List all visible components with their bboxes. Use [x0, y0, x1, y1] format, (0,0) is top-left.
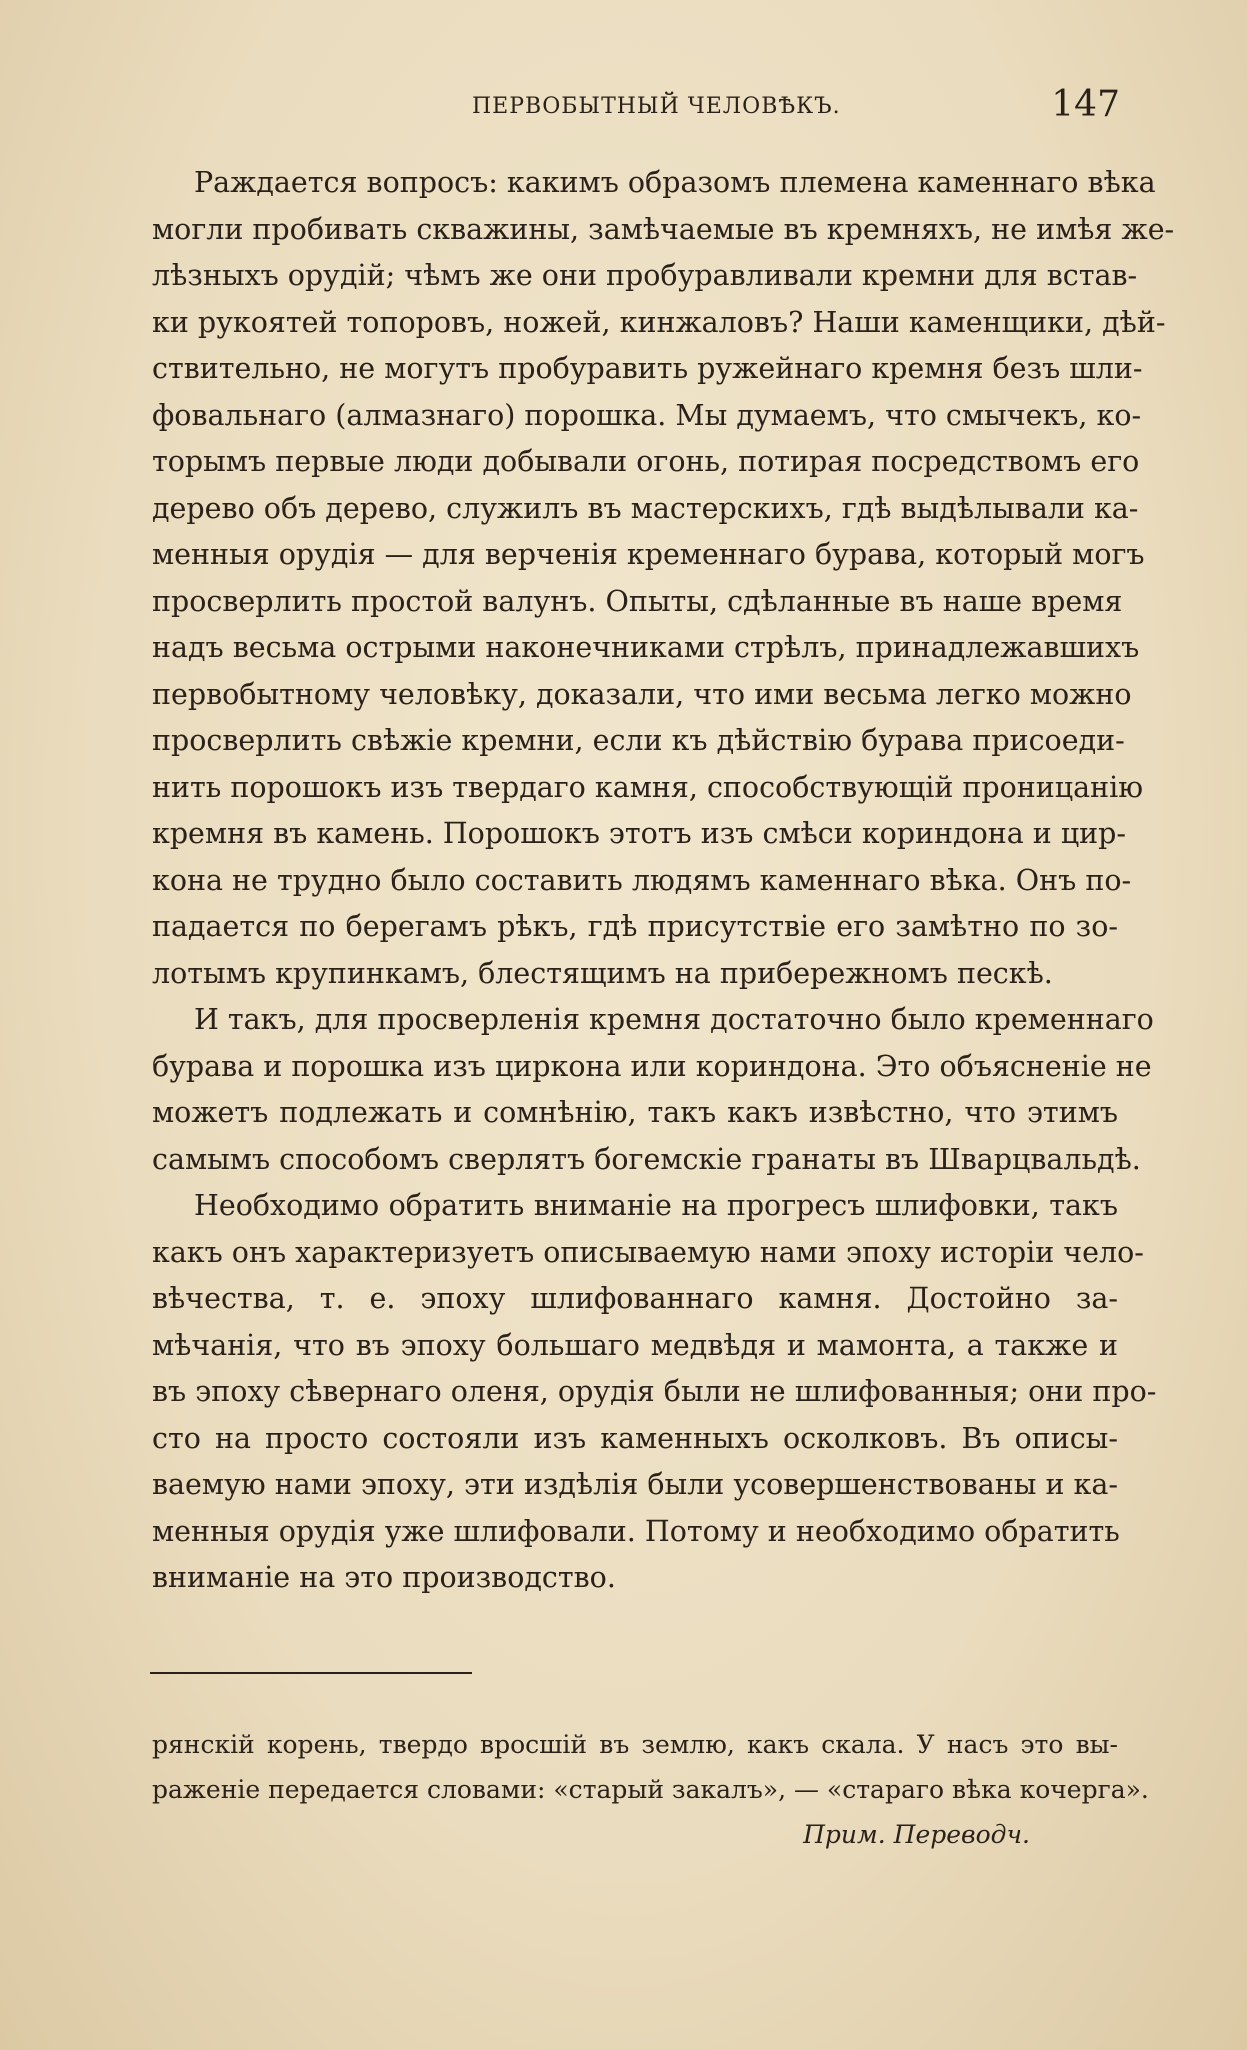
text-line: какъ онъ характеризуетъ описываемую нами эпоху исторіи чело-: [152, 1235, 1144, 1269]
text-line: Необходимо обратить вниманіе на прогресъ шлифовки, такъ: [194, 1189, 1118, 1222]
text-line: вниманіе на это производство.: [152, 1561, 616, 1594]
text-line: менныя орудія уже шлифовали. Потому и необходимо обратить: [152, 1514, 1120, 1548]
footnote-signature: Прим. Переводч.: [803, 1820, 1030, 1849]
footnote-line: раженіе передается словами: «старый закалъ», — «стараго вѣка кочерга».: [152, 1775, 1149, 1804]
text-line: бурава и порошка изъ циркона или кориндона. Это объясненіе не: [152, 1049, 1152, 1083]
text-line: кона не трудно было составить людямъ каменнаго вѣка. Онъ по-: [152, 863, 1132, 897]
text-line: вѣчества, т. е. эпоху шлифованнаго камня. Достойно за-: [152, 1282, 1118, 1315]
text-line: мѣчанія, что въ эпоху большаго медвѣдя и мамонта, а также и: [152, 1328, 1118, 1362]
text-line: нить порошокъ изъ твердаго камня, способствующій проницанію: [152, 770, 1144, 804]
text-line: лотымъ крупинкамъ, блестящимъ на прибережномъ пескѣ.: [152, 956, 1053, 990]
text-line: ваемую нами эпоху, эти издѣлія были усовершенствованы и ка-: [152, 1468, 1118, 1501]
text-line: лѣзныхъ орудій; чѣмъ же они пробуравливали кремни для встав-: [152, 259, 1138, 292]
text-line: надъ весьма острыми наконечниками стрѣлъ, принадлежавшихъ: [152, 631, 1140, 664]
text-line: первобытному человѣку, доказали, что ими весьма легко можно: [152, 677, 1132, 711]
text-line: менныя орудія — для верченія кременнаго бурава, который могъ: [152, 538, 1145, 571]
text-line: ки рукоятей топоровъ, ножей, кинжаловъ? Наши каменщики, дѣй-: [152, 305, 1166, 339]
page-number: 147: [1051, 84, 1120, 125]
footnote-divider: [150, 1672, 472, 1674]
text-line: кремня въ камень. Порошокъ этотъ изъ смѣси кориндона и цир-: [152, 817, 1127, 850]
running-head: ПЕРВОБЫТНЫЙ ЧЕЛОВѢКЪ.: [472, 94, 841, 119]
text-line: торымъ первые люди добывали огонь, потирая посредствомъ его: [152, 445, 1140, 478]
text-line: просверлить свѣжіе кремни, если къ дѣйствію бурава присоеди-: [152, 724, 1125, 757]
text-line: фовальнаго (алмазнаго) порошка. Мы думаемъ, что смычекъ, ко-: [152, 398, 1142, 432]
text-line: просверлить простой валунъ. Опыты, сдѣланные въ наше время: [152, 584, 1123, 618]
text-line: падается по берегамъ рѣкъ, гдѣ присутствіе его замѣтно по зо-: [152, 910, 1118, 943]
footnote-line: рянскій корень, твердо вросшій въ землю, какъ скала. У насъ это вы-: [152, 1730, 1118, 1759]
text-line: И такъ, для просверленія кремня достаточно было кременнаго: [194, 1003, 1154, 1036]
text-line: дерево объ дерево, служилъ въ мастерскихъ, гдѣ выдѣлывали ка-: [152, 491, 1139, 525]
text-line: могли пробивать скважины, замѣчаемые въ кремняхъ, не имѣя же-: [152, 212, 1175, 246]
body-text: [152, 160, 1175, 1602]
text-line: въ эпоху сѣвернаго оленя, орудія были не шлифованныя; они про-: [152, 1375, 1157, 1408]
page-header: [150, 84, 1120, 134]
text-line: ствительно, не могутъ пробуравить ружейнаго кремня безъ шли-: [152, 352, 1143, 385]
footnote: [152, 1722, 1149, 1857]
text-line: сто на просто состояли изъ каменныхъ осколковъ. Въ описы-: [152, 1421, 1118, 1455]
text-line: Раждается вопросъ: какимъ образомъ племена каменнаго вѣка: [194, 166, 1156, 199]
text-line: можетъ подлежать и сомнѣнію, такъ какъ извѣстно, что этимъ: [152, 1096, 1118, 1129]
text-line: самымъ способомъ сверлятъ богемскіе гранаты въ Шварцвальдѣ.: [152, 1142, 1141, 1176]
